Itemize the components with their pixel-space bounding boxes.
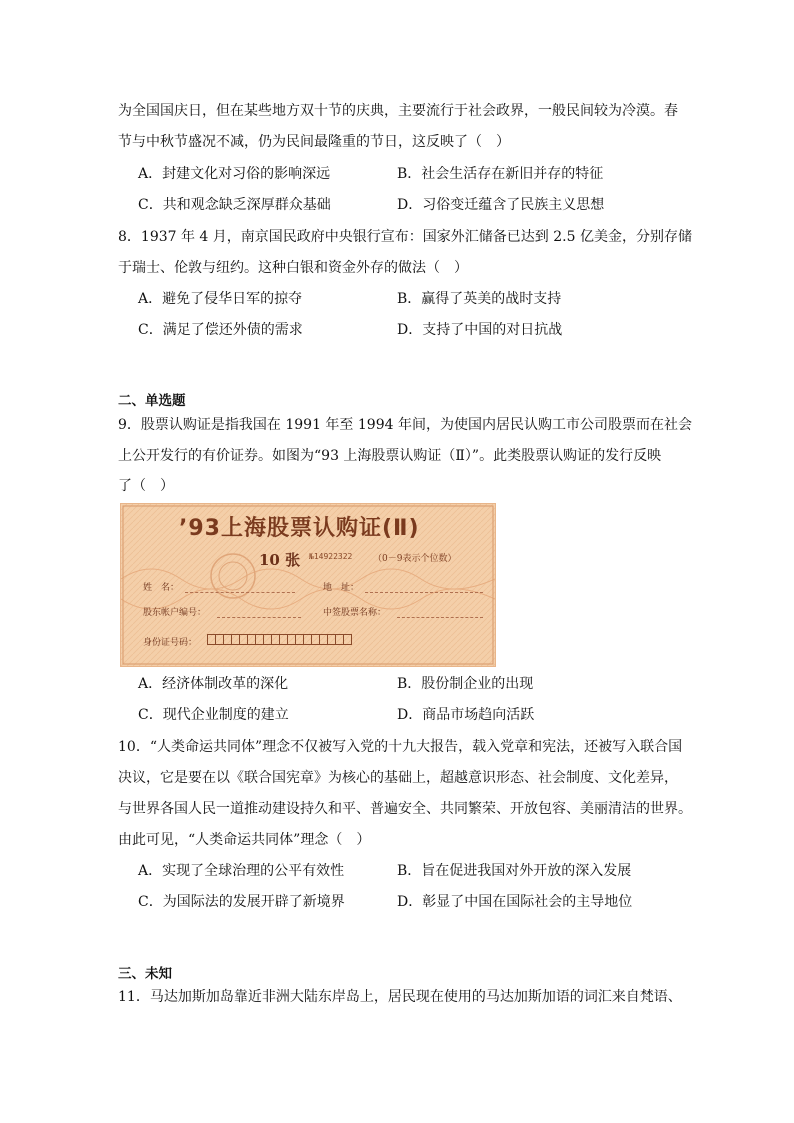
certificate-quantity: 10 张	[259, 551, 301, 569]
q8-stem-line-1: 8．1937 年 4 月，南京国民政府中央银行宣布：国家外汇储备已达到 2.5 亿美金，分别存储	[118, 229, 692, 245]
q10-stem-line-3: 与世界各国人民一道推动建设持久和平、普遍安全、共同繁荣、开放包容、美丽清洁的世界。	[118, 801, 692, 817]
q9-stem-line-3: 了（ ）	[118, 478, 174, 494]
q8-option-d[interactable]: D．支持了中国的对日抗战	[397, 322, 563, 338]
q9-option-a[interactable]: A．经济体制改革的深化	[138, 676, 289, 692]
q10-option-a[interactable]: A．实现了全球治理的公平有效性	[138, 863, 345, 879]
q10-option-d[interactable]: D．彰显了中国在国际社会的主导地位	[397, 894, 633, 910]
name-label: 姓 名：	[143, 583, 180, 593]
q7-stem-line-1: 为全国国庆日，但在某些地方双十节的庆典，主要流行于社会政界，一般民间较为冷漠。春	[118, 103, 678, 119]
stock-name-label: 中签股票名称：	[323, 608, 387, 618]
q9-option-d[interactable]: D．商品市场趋向活跃	[397, 707, 535, 723]
q10-option-b[interactable]: B．旨在促进我国对外开放的深入发展	[397, 863, 632, 879]
q11-stem-line-1: 11．马达加斯加岛靠近非洲大陆东岸岛上，居民现在使用的马达加斯加语的词汇来自梵语、	[118, 989, 682, 1005]
id-number-boxes	[207, 634, 351, 645]
certificate-serial-number: №14922322	[309, 552, 353, 561]
section-heading-single-choice: 二、单选题	[118, 393, 186, 409]
address-line	[365, 592, 483, 593]
q8-option-c[interactable]: C．满足了偿还外债的需求	[138, 322, 303, 338]
id-number-label: 身份证号码：	[143, 638, 198, 648]
section-heading-unknown: 三、未知	[118, 966, 172, 982]
q10-stem-line-2: 决议，它是要在以《联合国宪章》为核心的基础上，超越意识形态、社会制度、文化差异，	[118, 770, 678, 786]
q8-stem-line-2: 于瑞士、伦敦与纽约。这种白银和资金外存的做法（ ）	[118, 260, 468, 276]
q8-option-b[interactable]: B．赢得了英美的战时支持	[397, 291, 562, 307]
account-number-line	[217, 617, 301, 618]
q7-option-a[interactable]: A．封建文化对习俗的影响深远	[138, 166, 331, 182]
q10-stem-line-4: 由此可见，“人类命运共同体”理念（ ）	[118, 832, 371, 848]
stock-subscription-certificate-image	[120, 503, 496, 667]
address-label: 地 址：	[323, 583, 360, 593]
q10-stem-line-1: 10．“人类命运共同体”理念不仅被写入党的十九大报告，载入党章和宪法，还被写入联合国	[118, 739, 683, 755]
certificate-title: ’93上海股票认购证(Ⅱ)	[179, 516, 420, 541]
q9-stem-line-1: 9．股票认购证是指我国在 1991 年至 1994 年间，为使国内居民认购工市公司股票而在社会	[118, 417, 692, 433]
account-number-label: 股东帐户编号：	[143, 608, 207, 618]
q7-option-d[interactable]: D．习俗变迁蕴含了民族主义思想	[397, 197, 605, 213]
name-line	[185, 592, 295, 593]
q8-option-a[interactable]: A．避免了侵华日军的掠夺	[138, 291, 303, 307]
q9-option-b[interactable]: B．股份制企业的出现	[397, 676, 534, 692]
q7-option-c[interactable]: C．共和观念缺乏深厚群众基础	[138, 197, 331, 213]
certificate-digit-note: （0－9表示个位数）	[373, 554, 457, 564]
q10-option-c[interactable]: C．为国际法的发展开辟了新境界	[138, 894, 345, 910]
q7-stem-line-2: 节与中秋节盛况不减，仍为民间最隆重的节日，这反映了（ ）	[118, 134, 510, 150]
q7-option-b[interactable]: B．社会生活存在新旧并存的特征	[397, 166, 604, 182]
stock-name-line	[397, 617, 483, 618]
q9-stem-line-2: 上公开发行的有价证券。如图为“93 上海股票认购证（Ⅱ）”。此类股票认购证的发行反映	[118, 448, 662, 464]
q9-option-c[interactable]: C．现代企业制度的建立	[138, 707, 289, 723]
